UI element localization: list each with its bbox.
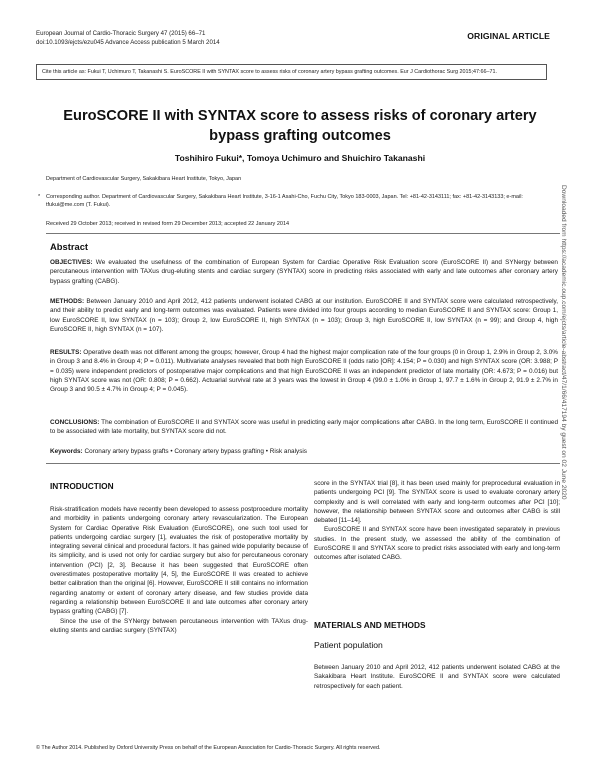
doi-line: doi:10.1093/ejcts/ezu045 Advance Access publication 5 March 2014	[36, 38, 220, 46]
objectives-text: We evaluated the usefulness of the combination of European System for Cardiac Operative Risk Evaluation score (EuroSCORE II) and SYNergy between percutaneous intervention with TAXus drug-eluting stents and cardiac surgery (SYNTAX) score in predicting risks associated with early and late outcomes after coronary artery bypass grafting (CABG).	[50, 259, 558, 285]
introduction-body	[50, 505, 308, 635]
objectives-label: OBJECTIVES:	[50, 259, 93, 266]
abstract-results	[50, 348, 558, 394]
abstract-heading: Abstract	[50, 241, 89, 252]
copyright-footer: © The Author 2014. Published by Oxford University Press on behalf of the European Association for Cardio-Thoracic Surgery. All rights reserved.	[36, 745, 381, 751]
download-watermark-text: Downloaded from https://academic.oup.com/ejcts/article-abstract/47/1/66/417194 by guest on 02 June 2020	[560, 185, 567, 500]
divider-top	[46, 233, 560, 234]
patient-population-body	[314, 663, 560, 691]
download-watermark	[560, 185, 574, 585]
methods-heading: MATERIALS AND METHODS	[314, 620, 426, 630]
intro-paragraph-1: Risk-stratification models have recently been developed to assess postprocedure mortality and morbidity in patients undergoing coronary artery revascularization. The European System for Cardiac Operative Risk Evaluation (EuroSCORE), one such tool used for patients undergoing cardiac surgery [1], evaluates the risk of postoperative mortality by integrating several clinical and procedural factors. It has gained wide popularity because of its simplicity, and is used not only for cardiac surgery but also for percutaneous coronary intervention (PCI) [2, 3]. Because it has been suggested that EuroSCORE often overestimates postoperative mortality [4, 5], the EuroSCORE II was created to achieve better calibration than the original [6]. However, EuroSCORE II still contains no information regarding anatomy or extent of coronary artery disease, and few studies provide data regarding a relationship between EuroSCORE II and late outcomes after coronary artery bypass grafting (CABG) [7].	[50, 506, 308, 616]
keywords-text: Coronary artery bypass grafts • Coronary artery bypass grafting • Risk analysis	[82, 448, 307, 455]
journal-line: European Journal of Cardio-Thoracic Surgery 47 (2015) 66–71	[36, 30, 206, 37]
affiliation: Department of Cardiovascular Surgery, Sakakibara Heart Institute, Tokyo, Japan	[46, 176, 242, 182]
introduction-heading: INTRODUCTION	[50, 481, 114, 491]
right-column-body	[314, 479, 560, 563]
article-type-label: ORIGINAL ARTICLE	[467, 31, 550, 41]
correspondence-marker: *	[38, 194, 41, 200]
citation-box: Cite this article as: Fukui T, Uchimuro T, Takanashi S. EuroSCORE II with SYNTAX score to assess risks of coronary artery bypass grafting outcomes. Eur J Cardiothorac Surg 2015;47:66–71.	[36, 64, 547, 80]
methods-text: Between January 2010 and April 2012, 412 patients underwent isolated CABG at our institution. EuroSCORE II and SYNTAX score were calculated retrospectively, and their ability to predict early and long-term outcomes was evaluated. Patients were divided into four groups according to median EuroSCORE II and SYNTAX score: Group 1, low EuroSCORE II, low SYNTAX (n = 103); Group 2, low EuroSCORE II, high SYNTAX (n = 103); Group 3, high EuroSCORE II, low SYNTAX (n = 99); and Group 4, high EuroSCORE II, high SYNTAX (n = 107).	[50, 298, 558, 333]
article-dates: Received 29 October 2013; received in revised form 29 December 2013; accepted 22 January 2014	[46, 221, 290, 227]
right-paragraph-2: EuroSCORE II and SYNTAX score have been investigated separately in previous studies. In the present study, we assessed the ability of the combination of EuroSCORE II and SYNTAX score to predict risks associated with early and long-term outcomes after isolated CABG.	[314, 526, 560, 562]
correspondence	[38, 194, 546, 210]
author-list: Toshihiro Fukui*, Tomoya Uchimuro and Shuichiro Takanashi	[174, 153, 426, 163]
conclusions-text: The combination of EuroSCORE II and SYNTAX score was useful in predicting early major complications after CABG. In the long term, EuroSCORE II continued to be associated with late mortality, but SYNTAX score did not.	[50, 419, 558, 436]
right-paragraph-1: score in the SYNTAX trial [8], it has been used mainly for preprocedural evaluation in patients undergoing PCI [9]. The SYNTAX score is used to evaluate coronary artery complexity and is well correlated with early and long-term outcomes after PCI [10]; however, the relationship between SYNTAX score and outcomes after CABG is still debated [11–14].	[314, 480, 560, 525]
article-title: EuroSCORE II with SYNTAX score to assess risks of coronary artery bypass grafting outcomes	[63, 108, 537, 144]
keywords-label: Keywords:	[50, 448, 83, 455]
correspondence-text: Corresponding author. Department of Cardiovascular Surgery, Sakakibara Heart Institute, 3-16-1 Asahi-Cho, Fuchu City, Tokyo 183-0003, Japan. Tel: +81-42-3143111; fax: +81-42-3143133; e-mail: tfukui@me.com (T. Fukui).	[46, 194, 523, 208]
methods-label: METHODS:	[50, 298, 85, 305]
divider-bottom	[46, 463, 560, 464]
right-paragraph-3: Between January 2010 and April 2012, 412 patients underwent isolated CABG at the Sakakibara Heart Institute. EuroSCORE II and SYNTAX score were calculated retrospectively for each patient.	[314, 664, 560, 690]
patient-population-heading: Patient population	[314, 640, 383, 650]
abstract-conclusions	[50, 418, 558, 437]
results-text: Operative death was not different among the groups; however, Group 4 had the highest major complication rate of the four groups (0 in Group 1, 2.9% in Group 2, 3.0% in Group 3 and 8.4% in Group 4; P = 0.011). Multivariate analyses revealed that both high EuroSCORE II (odds ratio [OR]: 4.154; P = 0.030) and high SYNTAX score (OR: 3.988; P = 0.035) were independent predictors of postoperative major complications and that high EuroSCORE II was an independent predictor of late mortality (OR: 4.673; P = 0.016) but high SYNTAX score was not (OR: 0.808; P = 0.662). Actuarial survival rate at 3 years was the lowest in Group 4 (99.0 ± 1.0% in Group 1, 97.7 ± 1.6% in Group 2, 91.9 ± 2.7% in Group 3 and 90.5 ± 4.7% in Group 4; P = 0.045).	[50, 349, 558, 394]
conclusions-label: CONCLUSIONS:	[50, 419, 100, 426]
results-label: RESULTS:	[50, 349, 82, 356]
journal-header	[36, 30, 220, 47]
abstract-objectives	[50, 258, 558, 286]
keywords	[50, 448, 307, 455]
intro-paragraph-2: Since the use of the SYNergy between percutaneous intervention with TAXus drug-eluting stents and cardiac surgery (SYNTAX)	[50, 617, 308, 634]
abstract-methods	[50, 297, 558, 334]
